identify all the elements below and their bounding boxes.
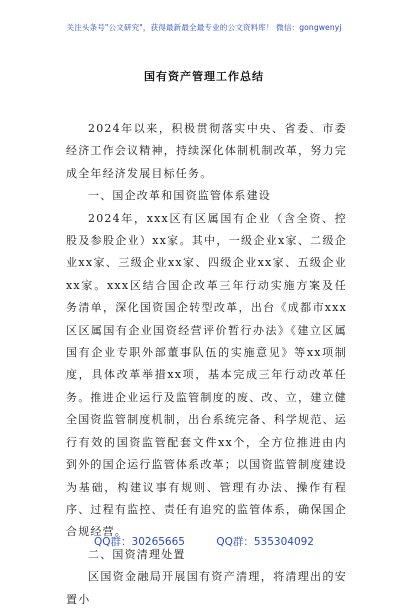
body-paragraph-2: 区国资金融局开展国有资产清理，将清理出的安置小 — [66, 570, 347, 606]
footer-contact — [0, 534, 408, 549]
section-heading-2: 二、国资清理处置 — [88, 547, 186, 561]
body-paragraph-1: 2024年，xxx区有区属国有企业（含全资、控股及参股企业）xx家。其中，一级企业x家、二级企业xx家、三级企业xx家、四级企业xx家、五级企业xx家。xxx区结合国企改革三年行动实施方案及任务清单，深化国资国企转型改革，出台《成都市xxx区区属国有企业国资经营评价暂行办法》《建立区属国有企业专职外部董事队伍的实施意见》等xx项制度，具体改革举措xx项，基本完成三年行动改革任务。推进企业运行及监管制度的废、改、立，建立健全国资监管制度机制，出台系统完备、科学规范、运行有效的国资监管配套文件xx个，全方位推进由内到外的国企运行监管体系改革；以国资监管制度建设为基础，构建议事有规则、管理有办法、操作有程序、过程有监控、责任有追究的监管体系，确保国企合规经营。 — [66, 211, 347, 539]
qq-group-2: QQ群：535304092 — [216, 536, 314, 548]
intro-paragraph: 2024年以来，积极贯彻落实中央、省委、市委经济工作会议精神，持续深化体制机制改革，努力完成全年经济发展目标任务。 — [66, 122, 347, 180]
document-title: 国有资产管理工作总结 — [144, 70, 264, 83]
top-banner-notice: 关注头条号"公文研究"，获得最新最全最专业的公文资料库！ 微信：gongwenyj — [66, 23, 342, 32]
qq-group-1: QQ群：30265665 — [94, 536, 185, 548]
section-heading-1: 一、国企改革和国资监管体系建设 — [88, 189, 271, 203]
